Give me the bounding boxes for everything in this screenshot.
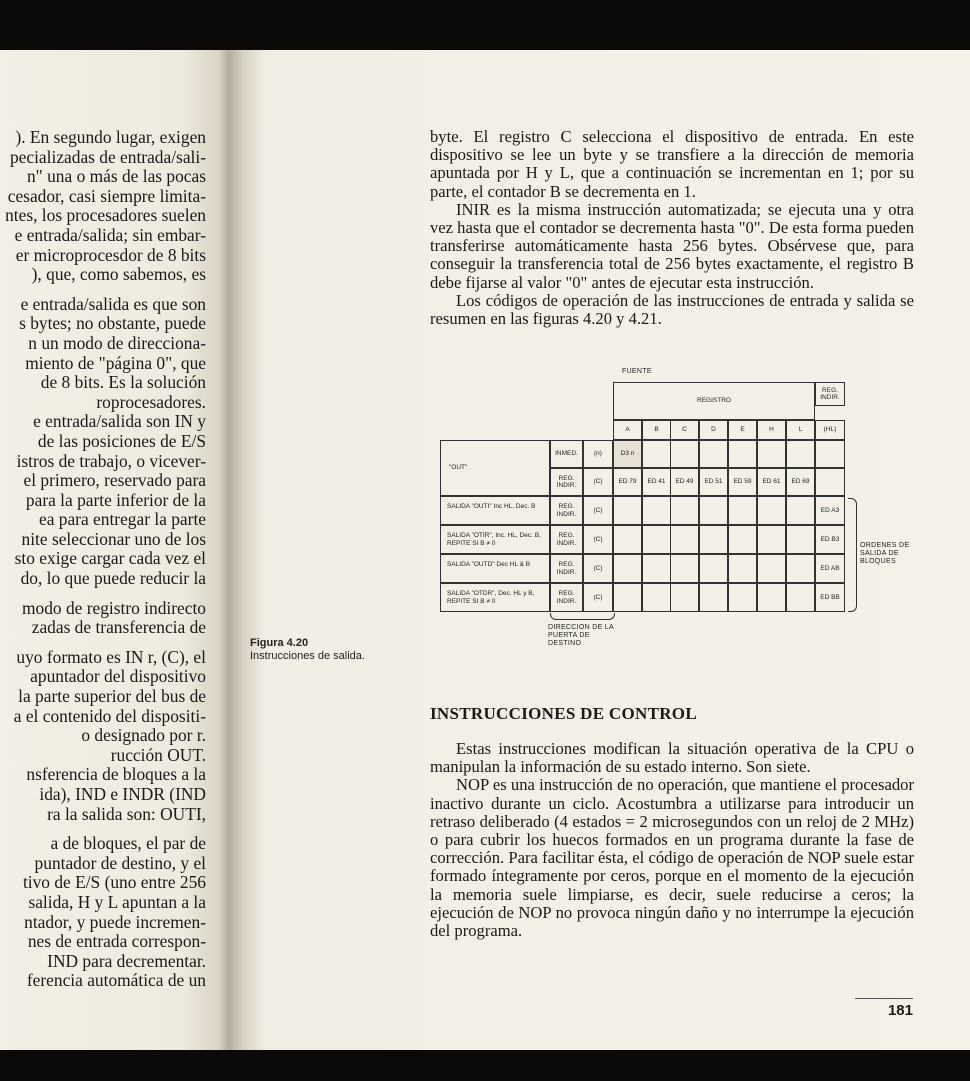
page-number: 181 <box>887 1002 913 1019</box>
column-label-text: (HL) <box>823 426 837 434</box>
left-page-line: IND para decrementar. <box>47 950 206 971</box>
block-c <box>583 496 613 525</box>
empty-cell <box>642 583 671 612</box>
bottom-text-block <box>430 740 914 940</box>
out-code-cell-text: ED 59 <box>733 478 752 486</box>
block-row-label <box>440 583 550 612</box>
left-page-line: a de bloques, el par de <box>50 833 206 854</box>
direccion-brace <box>550 613 615 620</box>
column-label-text: C <box>682 426 687 434</box>
column-label-text: D <box>711 426 716 434</box>
column-label <box>670 420 699 440</box>
reg-indir-header <box>815 382 845 406</box>
block-code-cell-text: ED B3 <box>820 535 840 543</box>
section-title: INSTRUCCIONES DE CONTROL <box>430 704 697 723</box>
empty-cell <box>786 525 815 554</box>
paragraph-2: INIR es la misma instrucción automatizada; se ejecuta una y otra vez hasta que el contador se decrementa hasta "0". De esta forma pueden transferirse automáticamente hasta 256 bytes. Obsérvese que, para conseguir la transferencia total de 256 bytes exactamente, el registro B debe fijarse al valor "0" antes de ejecutar esta instrucción. <box>430 199 914 292</box>
empty-cell <box>670 554 699 583</box>
left-page-line: e entrada/salida son IN y <box>33 411 206 432</box>
block-code-cell <box>815 554 845 583</box>
reg-indir-cell-text: REG. INDIR. <box>556 474 577 489</box>
empty-cell <box>613 583 642 612</box>
column-label-text: E <box>740 426 745 434</box>
block-c <box>583 583 613 612</box>
ordenes-brace <box>848 498 857 612</box>
block-code-cell <box>815 583 845 612</box>
block-reg-indir-text: REG. INDIR. <box>556 590 577 605</box>
block-code-cell <box>815 496 845 525</box>
column-label-text: B <box>654 426 659 434</box>
left-page-line: salida, H y L apuntan a la <box>28 891 206 912</box>
c-cell-text: (C) <box>593 478 603 486</box>
fuente-label: FUENTE <box>622 368 652 375</box>
empty-cell <box>613 525 642 554</box>
left-page-line: nsferencia de bloques a la <box>26 764 206 785</box>
column-label <box>757 420 786 440</box>
output-instructions-diagram <box>440 366 910 706</box>
block-row-label <box>440 554 550 583</box>
block-c-text: (C) <box>593 535 603 543</box>
left-page-line: ). En segundo lugar, exigen <box>15 127 206 147</box>
left-page-line: ra la salida son: OUTI, <box>47 803 206 824</box>
block-c-text: (C) <box>593 506 603 514</box>
column-label-text: H <box>769 426 774 434</box>
left-page-line: uyo formato es IN r, (C), el <box>16 646 206 667</box>
block-reg-indir-text: REG. INDIR. <box>556 561 577 576</box>
left-page-line: nes de entrada correspon- <box>27 931 206 952</box>
out-code-cell <box>699 468 728 496</box>
left-page-line: la parte superior del bus de <box>18 686 206 707</box>
left-page-line: rucción OUT. <box>110 744 206 765</box>
block-c <box>583 554 613 583</box>
left-page-line: ), que, como sabemos, es <box>31 264 206 285</box>
paragraph-3: Los códigos de operación de las instrucciones de entrada y salida se resumen en las figuras 4.20 y 4.21. <box>430 290 914 329</box>
left-page-line: er microprocesdor de 8 bits <box>15 244 206 265</box>
left-page-line: ferencia automática de un <box>26 970 206 991</box>
out-code-cell-text: ED 69 <box>791 478 810 486</box>
empty-cell <box>757 583 786 612</box>
empty-cell <box>642 525 671 554</box>
left-page-line: n un modo de direcciona- <box>28 332 206 353</box>
block-reg-indir <box>550 525 583 554</box>
empty-cell <box>728 525 757 554</box>
empty-cell <box>728 496 757 525</box>
paragraph-5: NOP es una instrucción de no operación, que mantiene el procesador inactivo durante un ciclo. Acostumbra a utilizarse para introducir un retraso deliberado (4 estados = 2 microsegundos con un reloj de 2 MHz) o para cubrir los huecos formados en un programa durante la fase de corrección. Para facilitar ésta, el código de operación de NOP suele estar formado íntegramente por ceros, porque en el momento de la ejecución la memoria suele limpiarse, es decir, suele reducirse a ceros; la ejecución de NOP no provoca ningún daño y no interrumpe la ejecución del programa. <box>430 775 914 941</box>
out-code-cell <box>757 468 786 496</box>
block-reg-indir-text: REG. INDIR. <box>556 532 577 547</box>
column-label <box>613 420 642 440</box>
left-page-line: istros de trabajo, o vicever- <box>16 450 206 471</box>
empty-cell <box>642 496 671 525</box>
empty-cell <box>642 554 671 583</box>
out-label-cell <box>440 440 550 496</box>
out-code-cell-text: ED 79 <box>618 478 637 486</box>
left-page-line: pecializadas de entrada/sali- <box>9 146 206 167</box>
left-page-line: puntador de destino, y el <box>34 852 206 873</box>
left-page-line: sto exige cargar cada vez el <box>14 548 206 569</box>
out-code-cell <box>642 468 671 496</box>
left-page-line: n" una o más de las pocas <box>26 166 206 187</box>
empty-cell <box>670 525 699 554</box>
n-cell-text: (n) <box>594 450 602 458</box>
left-page-line: nite seleccionar uno de los <box>21 528 206 549</box>
block-code-cell-text: ED A3 <box>820 506 840 514</box>
left-page-line: roprocesadores. <box>96 391 206 412</box>
paragraph-1: byte. El registro C selecciona el dispositivo de entrada. En este dispositivo se lee un byte y se transfiere a la dirección de memoria apuntada por H y L, que a continuación se incrementan en 1; por su parte, el contador B se decrementa en 1. <box>430 127 914 201</box>
left-page-line: miento de "página 0", que <box>25 352 206 373</box>
block-row-label <box>440 496 550 525</box>
n-cell <box>583 440 613 468</box>
empty-cell <box>786 554 815 583</box>
empty-cell <box>815 468 845 496</box>
empty-cell <box>728 554 757 583</box>
empty-cell <box>757 554 786 583</box>
empty-cell <box>786 583 815 612</box>
block-row-label-text: SALIDA "OTDR", Dec. HL y B, REPITE SI B ≠ 0 <box>447 590 535 605</box>
column-label <box>642 420 671 440</box>
reg-indir-header-text: REG. INDIR. <box>820 386 840 401</box>
left-page-text <box>0 128 206 991</box>
left-page-line: o designado por r. <box>81 725 206 746</box>
out-code-cell-text: ED 41 <box>647 478 666 486</box>
empty-cell <box>757 525 786 554</box>
block-row-label <box>440 525 550 554</box>
block-reg-indir <box>550 496 583 525</box>
column-label <box>815 420 845 440</box>
empty-cell <box>699 525 728 554</box>
out-code-cell <box>786 468 815 496</box>
block-row-label-text: SALIDA "OUTI" Inc HL, Dec. B <box>447 503 536 510</box>
empty-cell <box>613 496 642 525</box>
empty-cell <box>670 440 699 468</box>
left-page-line: e entrada/salida; sin embar- <box>14 224 206 245</box>
paragraph-4: Estas instrucciones modifican la situación operativa de la CPU o manipulan la información de su estado interno. Son siete. <box>430 739 914 777</box>
left-page-line: a el contenido del dispositi- <box>13 705 206 726</box>
column-label-text: A <box>625 426 630 434</box>
empty-cell <box>699 440 728 468</box>
block-reg-indir <box>550 583 583 612</box>
block-c-text: (C) <box>593 564 603 572</box>
empty-cell <box>699 554 728 583</box>
left-page-line: de las posiciones de E/S <box>37 430 206 451</box>
out-code-cell-text: ED 61 <box>762 478 781 486</box>
column-label <box>699 420 728 440</box>
direccion-label: DIRECCION DE LA PUERTA DE DESTINO <box>548 624 614 647</box>
left-page-line: para la parte inferior de la <box>25 489 206 510</box>
empty-cell <box>670 496 699 525</box>
block-code-cell-text: ED AB <box>820 564 840 572</box>
empty-cell <box>757 496 786 525</box>
left-page-line: modo de registro indirecto <box>21 597 206 618</box>
d3-n-cell-text: D3 n <box>620 450 635 458</box>
left-page-line: ntador, y puede incremen- <box>24 911 206 932</box>
empty-cell <box>786 496 815 525</box>
top-text-block <box>430 128 914 328</box>
empty-cell <box>786 440 815 468</box>
empty-cell <box>642 440 671 468</box>
right-page <box>228 50 970 1050</box>
ordenes-label: ORDENES DE SALIDA DE BLOQUES <box>860 542 910 565</box>
out-code-cell <box>613 468 642 496</box>
left-page-line: de 8 bits. Es la solución <box>40 372 206 393</box>
inmed-cell <box>550 440 583 468</box>
left-page-line: zadas de transferencia de <box>31 617 206 638</box>
column-label-text: L <box>798 426 803 434</box>
d3-n-cell <box>613 440 642 468</box>
reg-indir-cell <box>550 468 583 496</box>
left-page-line: e entrada/salida es que son <box>20 293 206 314</box>
registro-header <box>613 382 815 420</box>
empty-cell <box>699 583 728 612</box>
block-code-cell <box>815 525 845 554</box>
block-row-label-text: SALIDA "OTIR", Inc. HL, Dec. B, REPITE SI B ≠ 0 <box>447 532 541 547</box>
out-code-cell-text: ED 51 <box>704 478 723 486</box>
left-page-line: ea para entregar la parte <box>38 509 206 530</box>
block-reg-indir <box>550 554 583 583</box>
page-number-rule <box>855 998 913 999</box>
block-reg-indir-text: REG. INDIR. <box>556 503 577 518</box>
left-page-line: ida), IND e INDR (IND <box>39 784 206 804</box>
figure-caption <box>250 637 365 663</box>
left-page-line: apuntador del dispositivo <box>30 666 206 687</box>
column-label <box>728 420 757 440</box>
left-page-line: el primero, reservado para <box>23 470 206 491</box>
left-page-line: s bytes; no obstante, puede <box>19 313 206 334</box>
empty-cell <box>728 440 757 468</box>
block-code-cell-text: ED BB <box>820 593 840 601</box>
block-c <box>583 525 613 554</box>
left-page-line: ntes, los procesadores suelen <box>5 205 206 226</box>
block-row-label-text: SALIDA "OUTD" Dec HL & B <box>447 561 531 568</box>
left-page <box>0 50 228 1050</box>
empty-cell <box>699 496 728 525</box>
inmed-cell-text: INMED. <box>555 450 578 458</box>
left-page-line: tivo de E/S (uno entre 256 <box>22 872 206 893</box>
out-code-cell-text: ED 49 <box>675 478 694 486</box>
empty-cell <box>670 583 699 612</box>
empty-cell <box>613 554 642 583</box>
empty-cell <box>728 583 757 612</box>
left-page-line: do, lo que puede reducir la <box>20 568 206 589</box>
out-code-cell <box>728 468 757 496</box>
empty-cell <box>815 440 845 468</box>
left-page-line: cesador, casi siempre limita- <box>7 185 206 206</box>
column-label <box>786 420 815 440</box>
c-cell <box>583 468 613 496</box>
empty-cell <box>757 440 786 468</box>
figure-number: Figura 4.20 <box>250 637 309 649</box>
registro-header-text: REGISTRO <box>697 397 731 405</box>
figure-caption-text: Instrucciones de salida. <box>250 650 365 662</box>
out-label-cell-text: "OUT" <box>449 464 468 472</box>
out-code-cell <box>670 468 699 496</box>
block-c-text: (C) <box>593 593 603 601</box>
